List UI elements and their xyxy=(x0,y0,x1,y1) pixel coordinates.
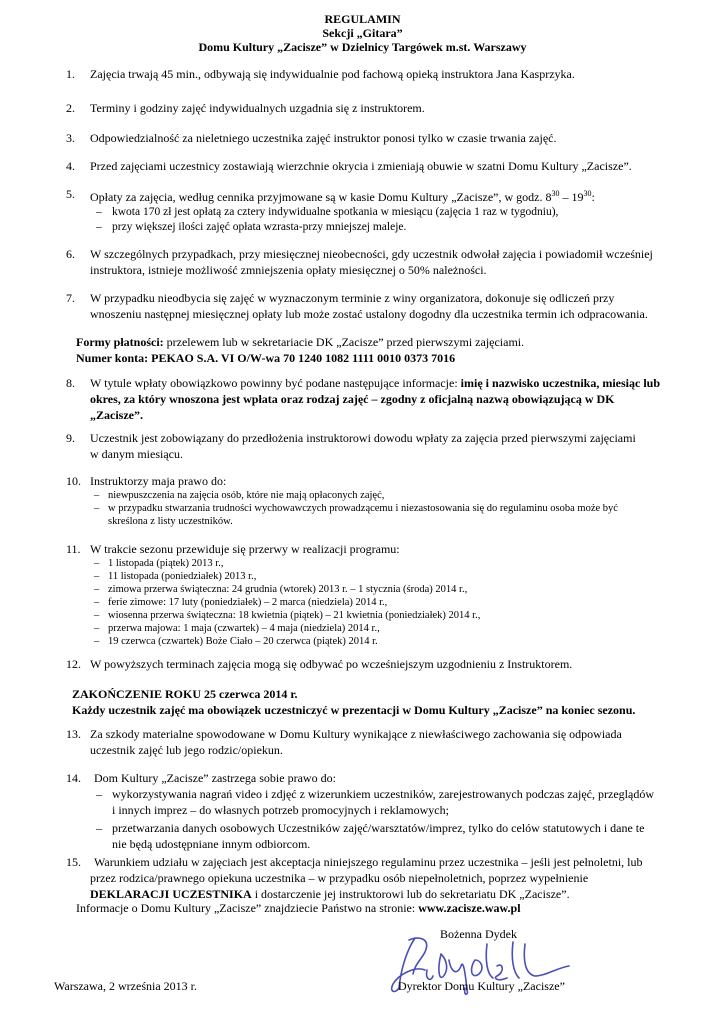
rule-number: 7. xyxy=(66,291,75,305)
list-item: – ferie zimowe: 17 luty (poniedziałek) – 2 marca (niedziela) 2014 r., xyxy=(94,597,388,608)
rule-text: Za szkody materialne spowodowane w Domu Kultury wynikające z niewłaściwego zachowania się odpowiada uczestnik zajęć lub jego rodzic/opiekun. xyxy=(90,727,622,757)
rule-8 xyxy=(68,375,693,423)
list-item: – w przypadku stwarzania trudności wychowawczych prowadzącemu i niezastosowania się do regulaminu osoba może być skreślona z listy uczestników. xyxy=(94,503,618,527)
declaration-label: DEKLARACJI UCZESTNIKA xyxy=(90,887,252,901)
rule-2 xyxy=(68,100,693,116)
rule-number: 9. xyxy=(66,431,75,445)
list-item: – zimowa przerwa świąteczna: 24 grudnia (wtorek) 2013 r. – 1 stycznia (środa) 2014 r., xyxy=(94,584,468,595)
document-subtitle: Sekcji „Gitara” xyxy=(322,26,403,40)
season-end-date: ZAKOŃCZENIE ROKU 25 czerwca 2014 r. xyxy=(72,687,298,701)
rule-text: Uczestnik jest zobowiązany do przedłożenia instruktorowi dowodu wpłaty za zajęcia przed pierwszymi zajęciami w danym miesiącu. xyxy=(90,431,636,461)
rule-number: 11. xyxy=(66,542,81,556)
rule-number: 8. xyxy=(66,376,75,390)
website-info-text: Informacje o Domu Kultury „Zacisze” znajdziecie Państwo na stronie: xyxy=(76,901,419,915)
rule-number: 3. xyxy=(66,131,75,145)
rule-13 xyxy=(68,726,693,758)
rule-number: 4. xyxy=(66,159,75,173)
rule-number: 5. xyxy=(66,187,75,201)
rule-number: 14. xyxy=(66,771,81,785)
rule-3 xyxy=(68,130,693,146)
season-presentation-note: Każdy uczestnik zajęć ma obowiązek uczestniczyć w prezentacji w Domu Kultury „Zacisze” na koniec sezonu. xyxy=(72,703,636,717)
list-item: – wykorzystywania nagrań video i zdjęć z wizerunkiem uczestników, zarejestrowanych podczas zajęć, przeglądów i innych imprez – do własnych potrzeb promocyjnych i reklamowych; xyxy=(96,787,654,817)
website-info xyxy=(76,900,706,916)
rule-sublist xyxy=(90,557,693,648)
rule-text: W przypadku nieodbycia się zajęć w wyznaczonym terminie z winy organizatora, dokonuje się odliczeń przy wnoszeniu następnej miesięcznej opłaty lub może zostać ustalony dogodny dla uczestnika termin ich odpracowania. xyxy=(90,291,648,321)
rule-15 xyxy=(68,854,693,902)
rule-text: Odpowiedzialność za nieletniego uczestnika zajęć instruktor ponosi tylko w czasie trwania zajęć. xyxy=(90,131,557,145)
rule-number: 13. xyxy=(66,727,81,741)
rule-text: Przed zajęciami uczestnicy zostawiają wierzchnie okrycia i zmieniają obuwie w szatni Domu Kultury „Zacisze”. xyxy=(90,159,632,173)
document-title: REGULAMIN xyxy=(324,12,401,26)
list-item: – wiosenna przerwa świąteczna: 18 kwietnia (piątek) – 21 kwietnia (poniedziałek) 2014 r., xyxy=(94,610,481,621)
rule-text: W powyższych terminach zajęcia mogą się odbywać po wcześniejszym uzgodnieniu z Instruktorem. xyxy=(90,657,573,671)
payment-label: Formy płatności: xyxy=(76,335,164,349)
director-position: Dyrektor Domu Kultury „Zacisze” xyxy=(398,979,565,993)
rule-sublist xyxy=(90,489,693,528)
rule-number: 1. xyxy=(66,67,75,81)
rule-text: Warunkiem udziału w zajęciach jest akceptacja niniejszego regulaminu przez uczestnika – jeśli jest pełnoletni, lub xyxy=(94,855,643,869)
rule-text-continued: przez rodzica/prawnego opiekuna uczestnika – w przypadku osób niepełnoletnich, poprzez wypełnienie DEKLARACJI UCZESTNIKA i dostarczenie jej instruktorowi lub do sekretariatu DK „Zacisze”. xyxy=(90,871,589,901)
list-item: – 1 listopada (piątek) 2013 r., xyxy=(94,558,224,569)
list-item: – niewpuszczenia na zajęcia osób, które nie mają opłaconych zajęć, xyxy=(94,490,385,501)
rule-number: 2. xyxy=(66,101,75,115)
rule-number: 12. xyxy=(66,657,81,671)
payment-info xyxy=(76,334,706,366)
account-number: Numer konta: PEKAO S.A. VI O/W-wa 70 1240 1082 1111 0010 0373 7016 xyxy=(76,351,456,365)
rule-5 xyxy=(68,186,693,235)
rule-text: Zajęcia trwają 45 min., odbywają się indywidualnie pod fachową opieką instruktora Jana Kasprzyka. xyxy=(90,67,575,81)
document-date: Warszawa, 2 września 2013 r. xyxy=(54,979,197,993)
rule-text: Instruktorzy maja prawo do: xyxy=(90,474,227,488)
list-item: – przerwa majowa: 1 maja (czwartek) – 4 maja (niedziela) 2014 r., xyxy=(94,623,380,634)
document-header xyxy=(0,12,725,54)
website-link[interactable]: www.zacisze.waw.pl xyxy=(418,901,521,915)
rule-9 xyxy=(68,430,693,462)
rule-10 xyxy=(68,473,693,528)
rule-sublist xyxy=(90,786,693,852)
director-name: Bożenna Dydek xyxy=(440,927,517,941)
rule-text: W trakcie sezonu przewiduje się przerwy w realizacji programu: xyxy=(90,542,400,556)
rule-number: 10. xyxy=(66,474,81,488)
list-item: – 19 czerwca (czwartek) Boże Ciało – 20 czerwca (piątek) 2014 r. xyxy=(94,636,378,647)
rule-7 xyxy=(68,290,693,322)
rule-number: 15. xyxy=(66,855,81,869)
list-item: – kwota 170 zł jest opłatą za cztery indywidualne spotkania w miesiącu (zajęcia 1 raz w tygodniu), xyxy=(96,206,559,218)
rule-12 xyxy=(68,656,693,672)
rule-sublist xyxy=(90,205,693,235)
rule-14 xyxy=(68,770,693,852)
list-item: – przetwarzania danych osobowych Uczestników zajęć/warsztatów/imprez, tylko do celów statutowych i dane te nie będą udostępniane innym odbiorcom. xyxy=(96,821,645,851)
list-item: – przy większej ilości zajęć opłata wzrasta-przy mniejszej maleje. xyxy=(96,221,407,233)
rule-text: Dom Kultury „Zacisze” zastrzega sobie prawo do: xyxy=(94,771,336,785)
rule-4 xyxy=(68,158,693,174)
rule-1 xyxy=(68,66,693,82)
rule-number: 6. xyxy=(66,247,75,261)
rule-6 xyxy=(68,246,693,278)
list-item: – 11 listopada (poniedziałek) 2013 r., xyxy=(94,571,257,582)
rule-text: Terminy i godziny zajęć indywidualnych uzgadnia się z instruktorem. xyxy=(90,101,425,115)
rule-11 xyxy=(68,541,693,648)
rule-text: W szczególnych przypadkach, przy miesięcznej nieobecności, gdy uczestnik odwołał zajęcia i powiadomił wcześniej instruktora, istnieje możliwość zmniejszenia opłaty miesięcznej o 50% należności. xyxy=(90,247,653,277)
rule-text: W tytule wpłaty obowiązkowo powinny być podane następujące informacje: imię i nazwisko uczestnika, miesiąc lub okres, za który wnoszona jest wpłata oraz rodzaj zajęć – zgodny z oficjalną nazwą obowiązującą w DK „Zacisze”. xyxy=(90,376,661,422)
rule-text: Opłaty za zajęcia, według cennika przyjmowane są w kasie Domu Kultury „Zacisze”, w godz. $8^{30} - 19^{30}$: xyxy=(90,189,595,204)
payment-text: przelewem lub w sekretariacie DK „Zacisze” przed pierwszymi zajęciami. xyxy=(163,335,525,349)
season-ending xyxy=(72,686,712,718)
document-institution: Domu Kultury „Zacisze” w Dzielnicy Targówek m.st. Warszawy xyxy=(198,40,527,54)
